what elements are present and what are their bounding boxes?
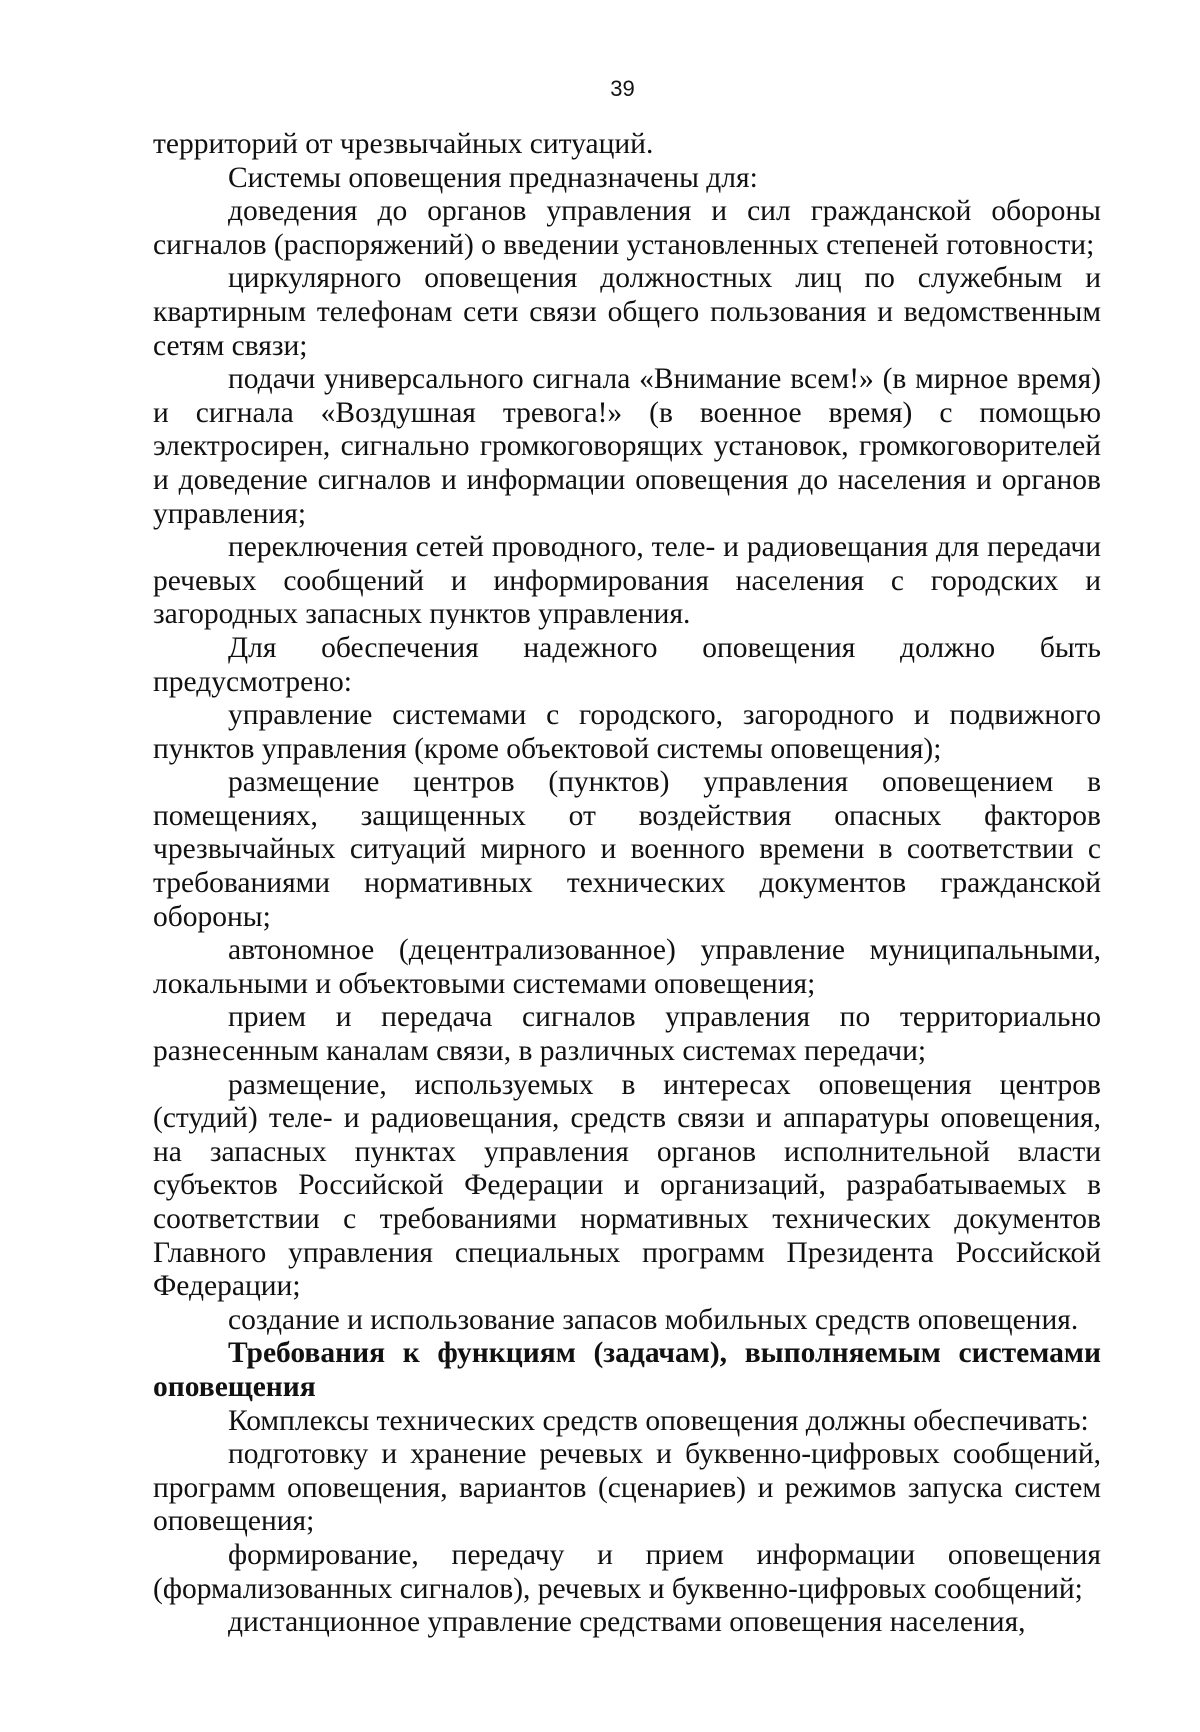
paragraph-intro: Для обеспечения надежного оповещения должно быть предусмотрено: xyxy=(153,631,1101,698)
paragraph-intro: Комплексы технических средств оповещения должны обеспечивать: xyxy=(228,1404,1089,1437)
list-item: прием и передача сигналов управления по территориально разнесенным каналам связи, в различных системах передачи; xyxy=(153,1001,1101,1068)
list-item: подготовку и хранение речевых и буквенно-цифровых сообщений, программ оповещения, вариантов (сценариев) и режимов запуска систем оповещения; xyxy=(153,1438,1101,1538)
list-item: автономное (децентрализованное) управление муниципальными, локальными и объектовыми системами оповещения; xyxy=(153,934,1101,1000)
list-item: переключения сетей проводного, теле- и радиовещания для передачи речевых сообщений и информирования населения с городских и загородных запасных пунктов управления. xyxy=(153,531,1101,631)
document-body xyxy=(153,128,1101,1640)
list-item: циркулярного оповещения должностных лиц по служебным и квартирным телефонам сети связи общего пользования и ведомственным сетям связи; xyxy=(153,262,1101,362)
list-item: размещение центров (пунктов) управления оповещением в помещениях, защищенных от воздействия опасных факторов чрезвычайных ситуаций мирного и военного времени в соответствии с требованиями нормативных технических документов гражданской обороны; xyxy=(153,766,1101,933)
page-number: 39 xyxy=(610,76,635,101)
section-heading: Требования к функциям (задачам), выполняемым системами оповещения xyxy=(153,1337,1101,1403)
list-item: размещение, используемых в интересах оповещения центров (студий) теле- и радиовещания, средств связи и аппаратуры оповещения, на запасных пунктах управления органов исполнительной власти субъектов Российской Федерации и организаций, разрабатываемых в соответствии с требованиями нормативных технических документов Главного управления специальных программ Президента Российской Федерации; xyxy=(153,1068,1101,1303)
paragraph-intro: Системы оповещения предназначены для: xyxy=(228,161,758,194)
list-item: управление системами с городского, загородного и подвижного пунктов управления (кроме объектовой системы оповещения); xyxy=(153,699,1101,765)
list-item: дистанционное управление средствами оповещения населения, xyxy=(228,1606,1026,1639)
list-item: формирование, передачу и прием информации оповещения (формализованных сигналов), речевых и буквенно-цифровых сообщений; xyxy=(153,1538,1101,1605)
paragraph-continuation: территорий от чрезвычайных ситуаций. xyxy=(153,128,654,160)
list-item: создание и использование запасов мобильных средств оповещения. xyxy=(228,1303,1079,1336)
list-item: подачи универсального сигнала «Внимание всем!» (в мирное время) и сигнала «Воздушная тревога!» (в военное время) с помощью электросирен, сигнально громкоговорящих установок, громкоговорителей и доведение сигналов и информации оповещения до населения и органов управления; xyxy=(153,363,1101,530)
list-item: доведения до органов управления и сил гражданской обороны сигналов (распоряжений) о введении установленных степеней готовности; xyxy=(153,195,1101,261)
